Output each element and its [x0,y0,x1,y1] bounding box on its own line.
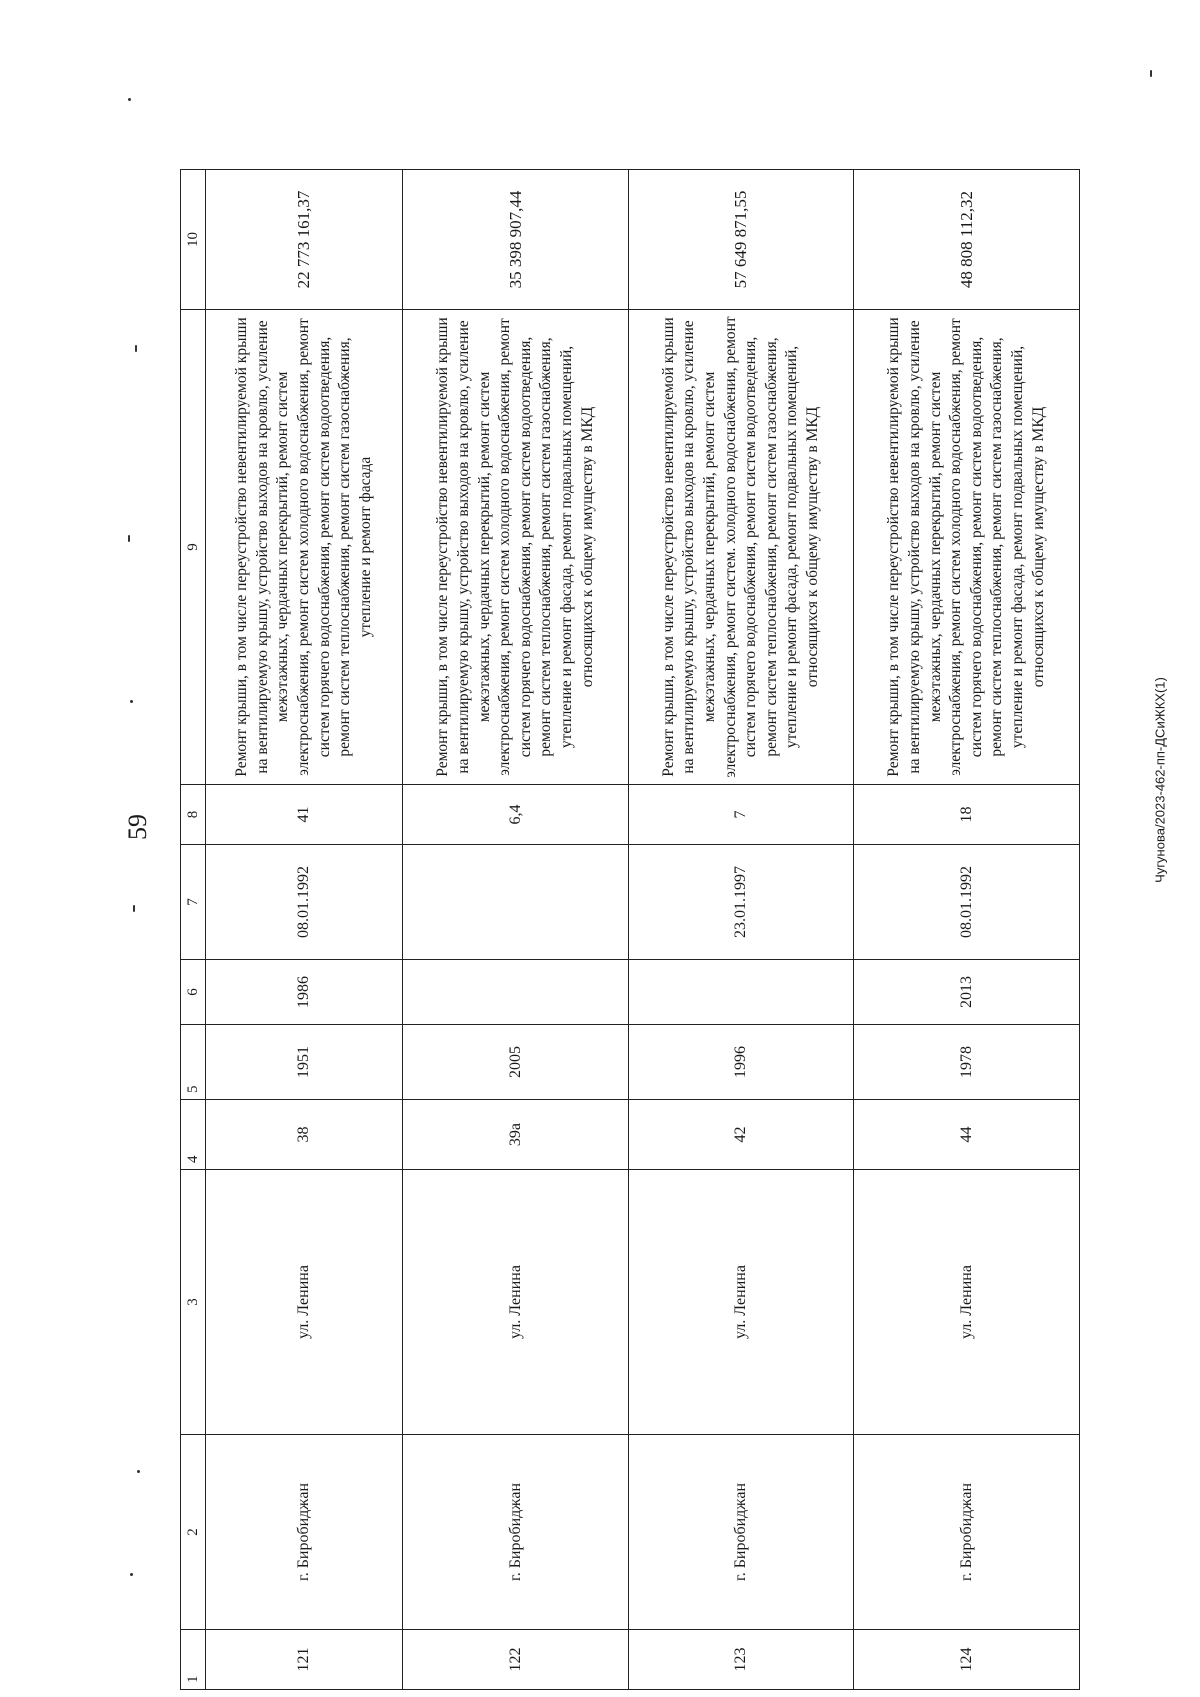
scan-speck [130,700,133,703]
column-8-value: 6,4 [403,785,629,845]
scan-speck [1150,70,1152,77]
city: г. Биробиджан [854,1435,1080,1630]
works-description: Ремонт крыши, в том числе переустройство невентилируемой крыши на вентилируемую крышу, устройство выходов на кровлю, усиление межэтажных, чердачных перекрытий, ремонт систем электроснабжения, ремонт систем холодного водоснабжения, ремонт систем горячего водоснабжения, ремонт систем водоотведения, ремонт систем теплоснабжения, ремонт систем газоснабжения, утепление и ремонт фасада, ремонт подвальных помещений, относящихся к общему имуществу в МКД [854,310,1080,785]
column-header: 9 [181,310,206,785]
column-header: 5 [181,1025,206,1100]
street: ул. Ленина [206,1170,403,1435]
row-number: 121 [206,1630,403,1690]
scan-speck [133,905,135,912]
column-header: 2 [181,1435,206,1630]
year-column-6: 1986 [206,960,403,1025]
year-column-6 [628,960,854,1025]
column-8-value: 41 [206,785,403,845]
year-column-6 [403,960,629,1025]
street: ул. Ленина [403,1170,629,1435]
cost: 35 398 907,44 [403,170,629,310]
column-header: 8 [181,785,206,845]
cost: 48 808 112,32 [854,170,1080,310]
year-built: 1951 [206,1025,403,1100]
page-number: 59 [123,814,152,840]
column-header: 10 [181,170,206,310]
scan-speck [137,1470,140,1473]
city: г. Биробиджан [403,1435,629,1630]
row-number: 124 [854,1630,1080,1690]
table-row [206,170,403,1690]
scan-speck [128,535,130,542]
column-header: 1 [181,1630,206,1690]
document-code-text: Чугунова/2023-462-пп-ДСиЖКХ(1) [1152,677,1168,883]
column-8-value: 7 [628,785,854,845]
column-header: 3 [181,1170,206,1435]
date: 08.01.1992 [206,845,403,960]
year-column-6: 2013 [854,960,1080,1025]
row-number: 123 [628,1630,854,1690]
column-header: 7 [181,845,206,960]
works-description: Ремонт крыши, в том числе переустройство невентилируемой крыши на вентилируемую крышу, устройство выходов на кровлю, усиление межэтажных, чердачных перекрытий, ремонт систем электроснабжения, ремонт систем холодного водоснабжения, ремонт систем горячего водоснабжения, ремонт систем водоотведения, ремонт систем теплоснабжения, ремонт систем газоснабжения, утепление и ремонт фасада [206,310,403,785]
house-number: 42 [628,1100,854,1170]
street: ул. Ленина [628,1170,854,1435]
column-header: 4 [181,1100,206,1170]
cost: 57 649 871,55 [628,170,854,310]
year-built: 1978 [854,1025,1080,1100]
works-description: Ремонт крыши, в том числе переустройство невентилируемой крыши на вентилируемую крышу, устройство выходов на кровлю, усиление межэтажных, чердачных перекрытий, ремонт систем электроснабжения, ремонт систем. холодного водоснабжения, ремонт систем горячего водоснабжения, ремонт систем водоотведения, ремонт систем теплоснабжения, ремонт систем газоснабжения, утепление и ремонт фасада, ремонт подвальных помещений, относящихся к общему имуществу в МКД [628,310,854,785]
street: ул. Ленина [854,1170,1080,1435]
date: 23.01.1997 [628,845,854,960]
house-number: 38 [206,1100,403,1170]
row-number: 122 [403,1630,629,1690]
city: г. Биробиджан [628,1435,854,1630]
scan-speck [135,345,137,352]
column-header: 6 [181,960,206,1025]
year-built: 2005 [403,1025,629,1100]
table-row [854,170,1080,1690]
city: г. Биробиджан [206,1435,403,1630]
scan-speck [128,98,131,101]
table-row [403,170,629,1690]
table-row [628,170,854,1690]
house-number: 44 [854,1100,1080,1170]
year-built: 1996 [628,1025,854,1100]
date: 08.01.1992 [854,845,1080,960]
column-8-value: 18 [854,785,1080,845]
column-number-row [181,170,206,1690]
house-number: 39а [403,1100,629,1170]
cost: 22 773 161,37 [206,170,403,310]
date [403,845,629,960]
registry-table-container [180,190,1080,1690]
scan-speck [130,1573,133,1576]
registry-table [180,169,1080,1690]
works-description: Ремонт крыши, в том числе переустройство невентилируемой крыши на вентилируемую крышу, устройство выходов на кровлю, усиление межэтажных, чердачных перекрытий, ремонт систем электроснабжения, ремонт систем холодного водоснабжения, ремонт систем горячего водоснабжения, ремонт систем водоотведения, ремонт систем теплоснабжения, ремонт систем газоснабжения, утепление и ремонт фасада, ремонт подвальных помещений, относящихся к общему имуществу в МКД [403,310,629,785]
